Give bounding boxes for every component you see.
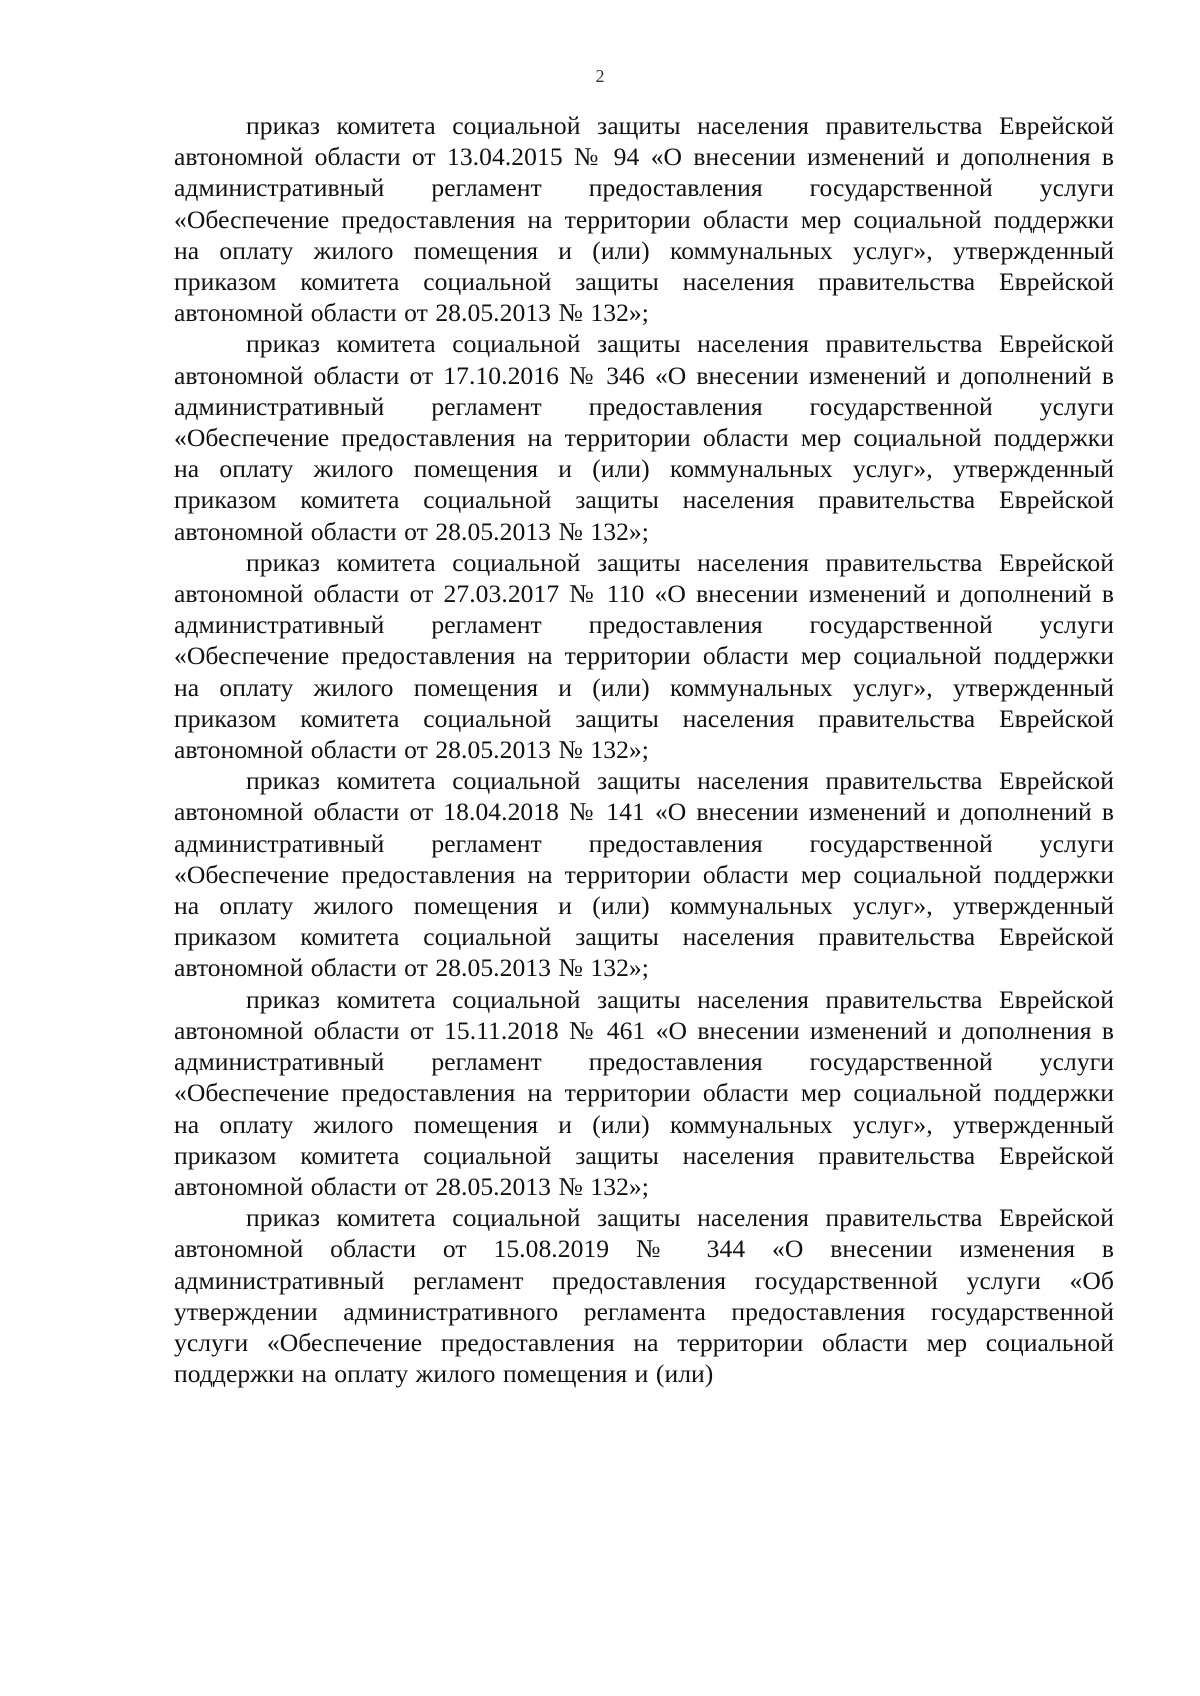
- paragraph-order-346: приказ комитета социальной защиты населения правительства Еврейской автономной области от 17.10.2016 № 346 «О внесении изменений и дополнений в административный регламент предоставления государственной услуги «Обеспечение предоставления на территории области мер социальной поддержки на оплату жилого помещения и (или) коммунальных услуг», утвержденный приказом комитета социальной защиты населения правительства Еврейской автономной области от 28.05.2013 № 132»;: [174, 329, 1114, 546]
- paragraph-order-141: приказ комитета социальной защиты населения правительства Еврейской автономной области от 18.04.2018 № 141 «О внесении изменений и дополнений в административный регламент предоставления государственной услуги «Обеспечение предоставления на территории области мер социальной поддержки на оплату жилого помещения и (или) коммунальных услуг», утвержденный приказом комитета социальной защиты населения правительства Еврейской автономной области от 28.05.2013 № 132»;: [174, 766, 1114, 983]
- paragraph-order-344: приказ комитета социальной защиты населения правительства Еврейской автономной области от 15.08.2019 № 344 «О внесении изменения в административный регламент предоставления государственной услуги «Об утверждении административного регламента предоставления государственной услуги «Обеспечение предоставления на территории области мер социальной поддержки на оплату жилого помещения и (или): [174, 1203, 1114, 1389]
- paragraph-order-461: приказ комитета социальной защиты населения правительства Еврейской автономной области от 15.11.2018 № 461 «О внесении изменений и дополнения в административный регламент предоставления государственной услуги «Обеспечение предоставления на территории области мер социальной поддержки на оплату жилого помещения и (или) коммунальных услуг», утвержденный приказом комитета социальной защиты населения правительства Еврейской автономной области от 28.05.2013 № 132»;: [174, 984, 1114, 1201]
- paragraph-order-94: приказ комитета социальной защиты населения правительства Еврейской автономной области от 13.04.2015 № 94 «О внесении изменений и дополнения в административный регламент предоставления государственной услуги «Обеспечение предоставления на территории области мер социальной поддержки на оплату жилого помещения и (или) коммунальных услуг», утвержденный приказом комитета социальной защиты населения правительства Еврейской автономной области от 28.05.2013 № 132»;: [174, 111, 1114, 328]
- document-body: [174, 110, 1114, 1389]
- page-number: 2: [595, 66, 605, 86]
- paragraph-order-110: приказ комитета социальной защиты населения правительства Еврейской автономной области от 27.03.2017 № 110 «О внесении изменений и дополнений в административный регламент предоставления государственной услуги «Обеспечение предоставления на территории области мер социальной поддержки на оплату жилого помещения и (или) коммунальных услуг», утвержденный приказом комитета социальной защиты населения правительства Еврейской автономной области от 28.05.2013 № 132»;: [174, 547, 1114, 765]
